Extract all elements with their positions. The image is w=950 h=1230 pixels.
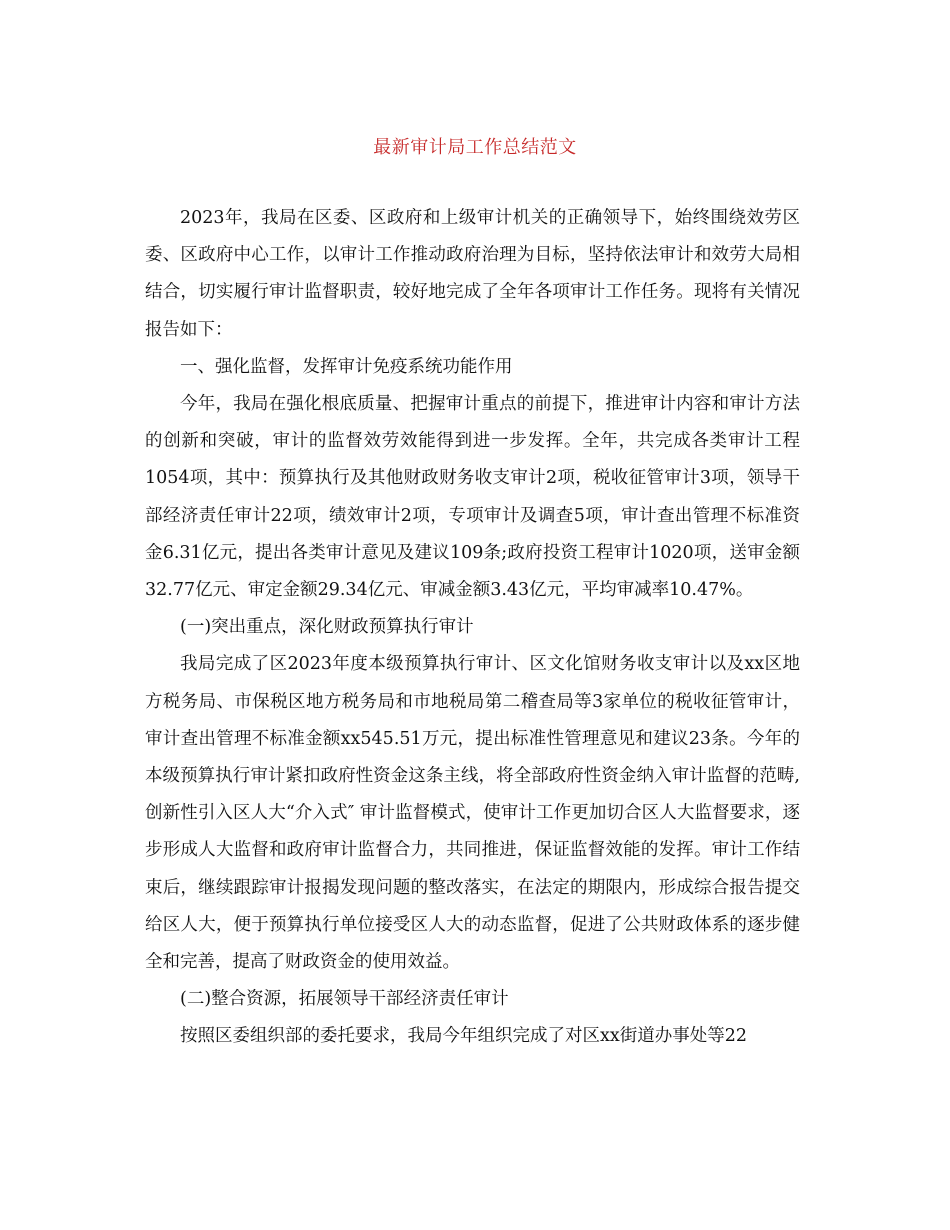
intro-paragraph: 2023年，我局在区委、区政府和上级审计机关的正确领导下，始终围绕效劳区委、区政府中心工作，以审计工作推动政府治理为目标，坚持依法审计和效劳大局相结合，切实履行审计监督职责，较好地完成了全年各项审计工作任务。现将有关情况报告如下： [145, 208, 800, 340]
body-paragraph: 今年，我局在强化根底质量、把握审计重点的前提下，推进审计内容和审计方法的创新和突破，审计的监督效劳效能得到进一步发挥。全年，共完成各类审计工程1054项，其中：预算执行及其他财政财务收支审计2项，税收征管审计3项，领导干部经济责任审计22项，绩效审计2项，专项审计及调查5项，审计查出管理不标准资金6.31亿元，提出各类审计意见及建议109条;政府投资工程审计1020项，送审金额32.77亿元、审定金额29.34亿元、审减金额3.43亿元，平均审减率10.47%。 [145, 394, 800, 601]
document-title: 最新审计局工作总结范文 [373, 137, 577, 158]
body-paragraph: 按照区委组织部的委托要求，我局今年组织完成了对区xx街道办事处等22 [180, 1026, 748, 1047]
subsection-heading-1: (一)突出重点，深化财政预算执行审计 [180, 617, 474, 638]
subsection-heading-2: (二)整合资源，拓展领导干部经济责任审计 [180, 989, 509, 1010]
section-heading-1: 一、强化监督，发挥审计免疫系统功能作用 [180, 356, 513, 377]
document-body [145, 200, 800, 1056]
body-paragraph: 我局完成了区2023年度本级预算执行审计、区文化馆财务收支审计以及xx区地方税务局、市保税区地方税务局和市地税局第二稽查局等3家单位的税收征管审计，审计查出管理不标准金额xx545.51万元，提出标准性管理意见和建议23条。今年的本级预算执行审计紧扣政府性资金这条主线，将全部政府性资金纳入审计监督的范畴,创新性引入区人大“介入式″ 审计监督模式，使审计工作更加切合区人大监督要求，逐步形成人大监督和政府审计监督合力，共同推进，保证监督效能的发挥。审计工作结束后，继续跟踪审计报揭发现问题的整改落实，在法定的期限内，形成综合报告提交给区人大，便于预算执行单位接受区人大的动态监督，促进了公共财政体系的逐步健全和完善，提高了财政资金的使用效益。 [145, 654, 800, 973]
